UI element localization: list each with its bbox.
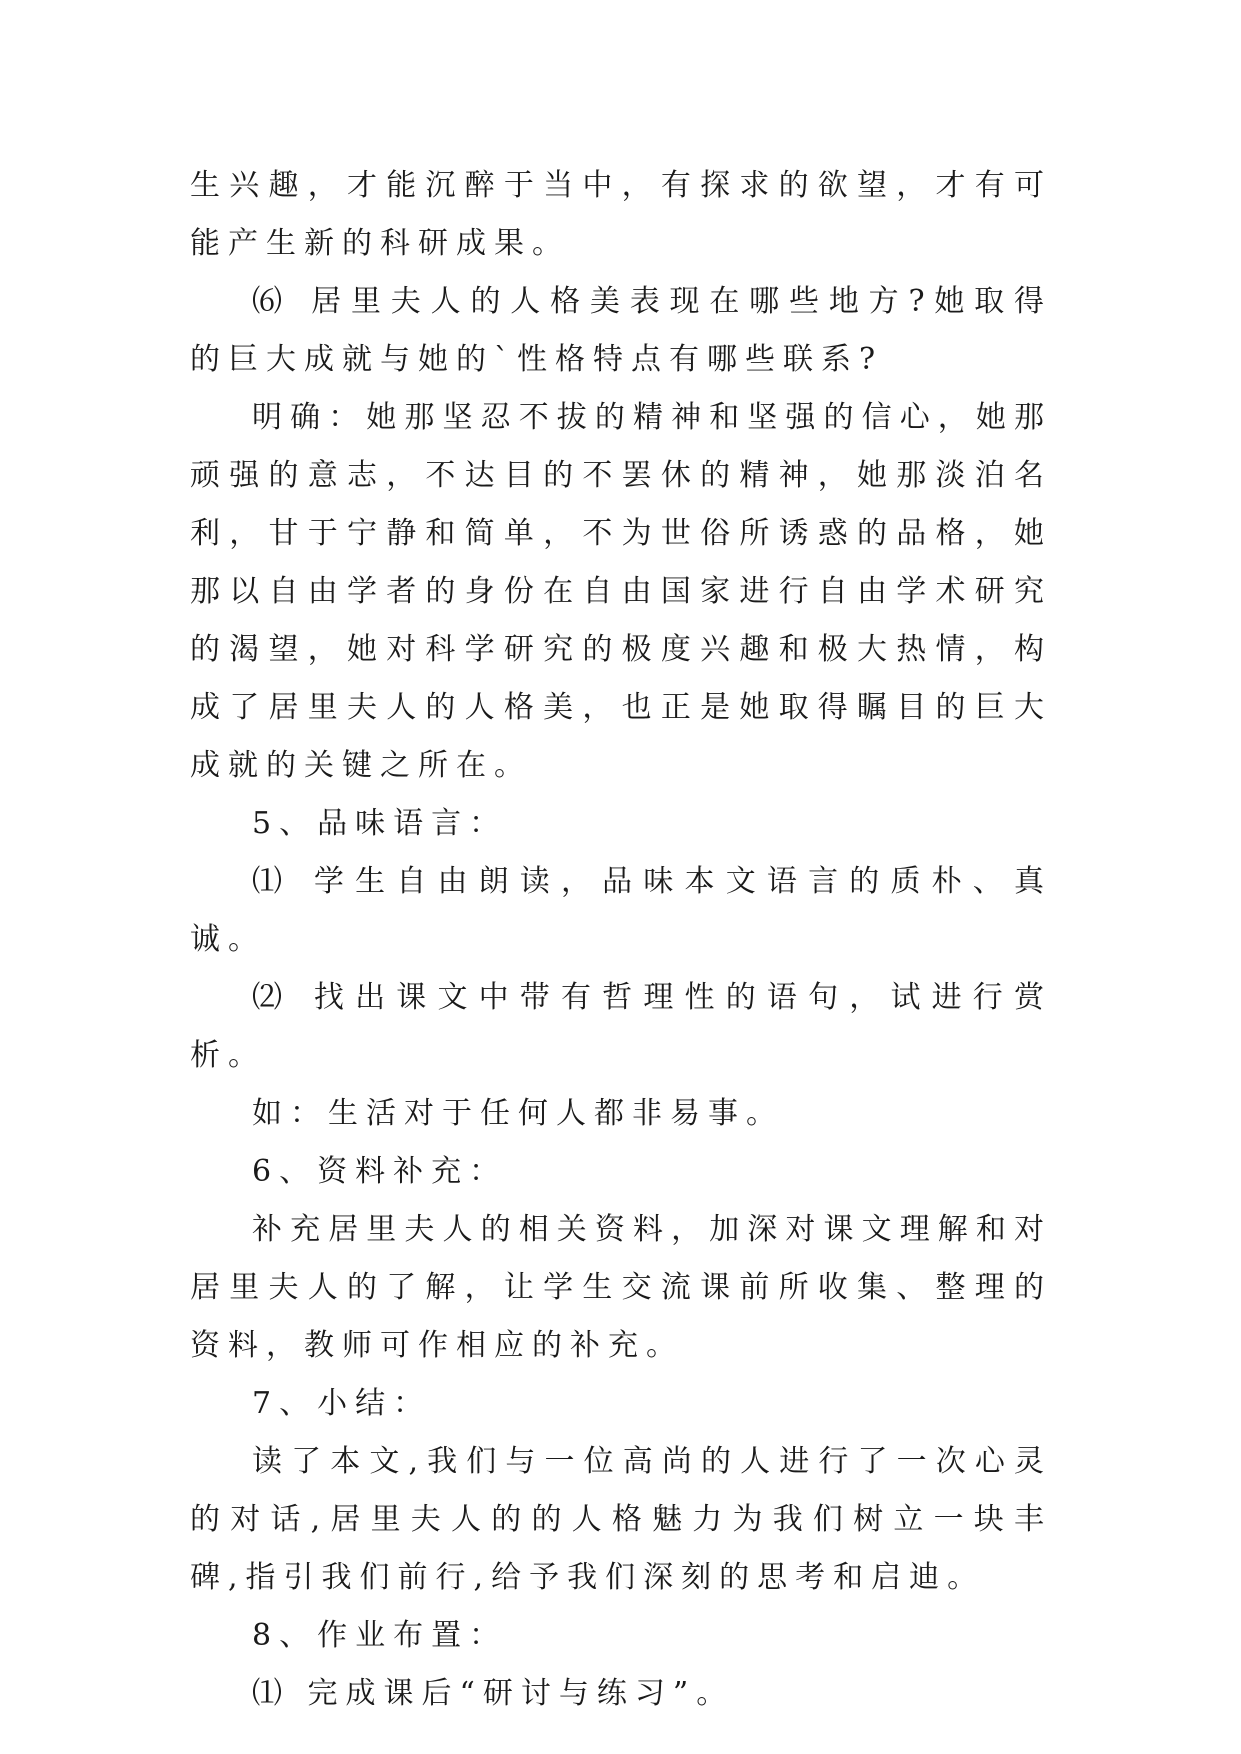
list-item-2: ⑵ 找出课文中带有哲理性的语句，试进行赏析。	[190, 980, 1052, 1073]
section-heading-5: 5、品味语言：	[252, 806, 508, 841]
document-body	[190, 157, 1052, 1723]
section-heading-6: 6、资料补充：	[252, 1154, 508, 1189]
paragraph-answer: 明确：她那坚忍不拔的精神和坚强的信心，她那顽强的意志，不达目的不罢休的精神，她那淡泊名利，甘于宁静和简单，不为世俗所诱惑的品格，她那以自由学者的身份在自由国家进行自由学术研究的渴望，她对科学研究的极度兴趣和极大热情，构成了居里夫人的人格美，也正是她取得瞩目的巨大成就的关键之所在。	[190, 400, 1052, 783]
list-item-1: ⑴ 学生自由朗读，品味本文语言的质朴、真诚。	[190, 864, 1052, 957]
paragraph-continuation: 生兴趣，才能沉醉于当中，有探求的欲望，才有可能产生新的科研成果。	[190, 168, 1052, 261]
section-heading-7: 7、小结：	[252, 1386, 432, 1421]
homework-item-1: ⑴ 完成课后“研讨与练习”。	[252, 1676, 735, 1711]
section-heading-8: 8、作业布置：	[252, 1618, 508, 1653]
paragraph-supplement: 补充居里夫人的相关资料，加深对课文理解和对居里夫人的了解，让学生交流课前所收集、整理的资料，教师可作相应的补充。	[190, 1212, 1052, 1363]
paragraph-summary: 读了本文,我们与一位高尚的人进行了一次心灵的对话,居里夫人的的人格魅力为我们树立一块丰碑,指引我们前行,给予我们深刻的思考和启迪。	[190, 1444, 1052, 1595]
example-sentence: 如：生活对于任何人都非易事。	[252, 1096, 784, 1131]
paragraph-question-6: ⑹ 居里夫人的人格美表现在哪些地方?她取得的巨大成就与她的`性格特点有哪些联系?	[190, 284, 1052, 377]
